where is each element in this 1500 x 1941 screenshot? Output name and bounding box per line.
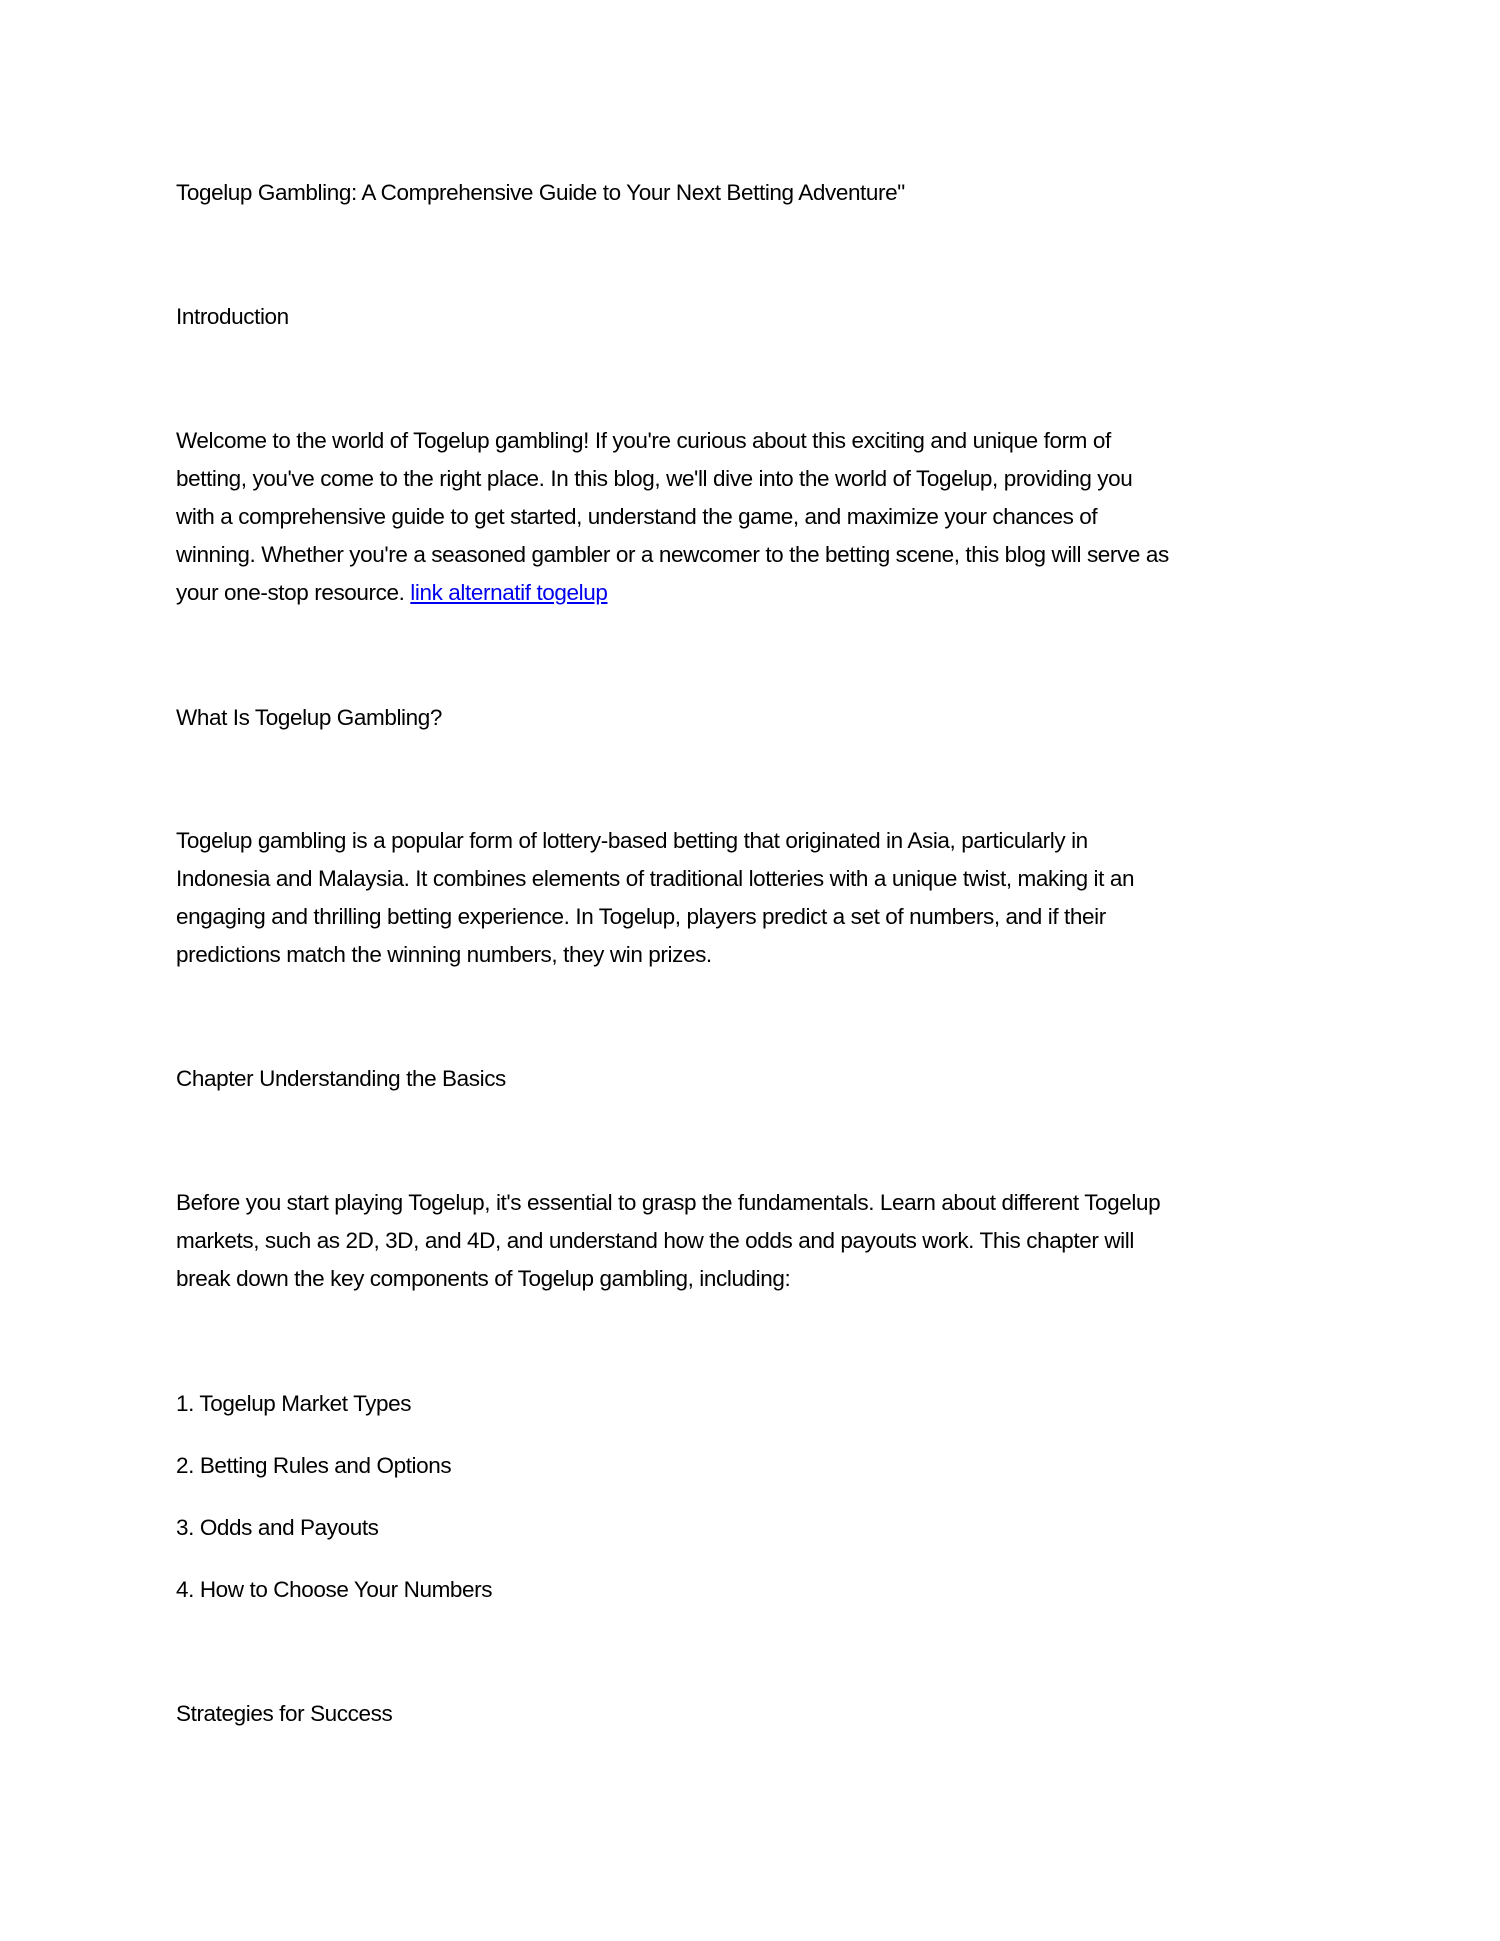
what-paragraph: Togelup gambling is a popular form of lottery-based betting that originated in Asia, particularly in Indonesia and Malaysia. It combines elements of traditional lotteries with a unique twist, making it an engaging and thrilling betting experience. In Togelup, players predict a set of numbers, and if their predictions match the winning numbers, they win prizes. [176,828,1135,967]
list-item: 2. Betting Rules and Options [176,1453,452,1478]
heading-strategies: Strategies for Success [176,1701,393,1726]
document-title: Togelup Gambling: A Comprehensive Guide to Your Next Betting Adventure" [176,180,905,205]
heading-chapter: Chapter Understanding the Basics [176,1066,506,1091]
heading-introduction: Introduction [176,304,289,329]
chapter-paragraph: Before you start playing Togelup, it's essential to grasp the fundamentals. Learn about different Togelup markets, such as 2D, 3D, and 4D, and understand how the odds and payouts work. This chapter will break down the key components of Togelup gambling, including: [176,1190,1161,1291]
list-item: 4. How to Choose Your Numbers [176,1577,493,1602]
link-alternatif-togelup[interactable]: link alternatif togelup [410,580,608,605]
list-item: 3. Odds and Payouts [176,1515,379,1540]
heading-what-is: What Is Togelup Gambling? [176,705,442,730]
list-item: 1. Togelup Market Types [176,1391,412,1416]
intro-paragraph: Welcome to the world of Togelup gambling! If you're curious about this exciting and unique form of betting, you've come to the right place. In this blog, we'll dive into the world of Togelup, providing you with a comprehensive guide to get started, understand the game, and maximize your chances of winning. Whether you're a seasoned gambler or a newcomer to the betting scene, this blog will serve as your one-stop resource. link alternatif togelup [176,428,1169,605]
